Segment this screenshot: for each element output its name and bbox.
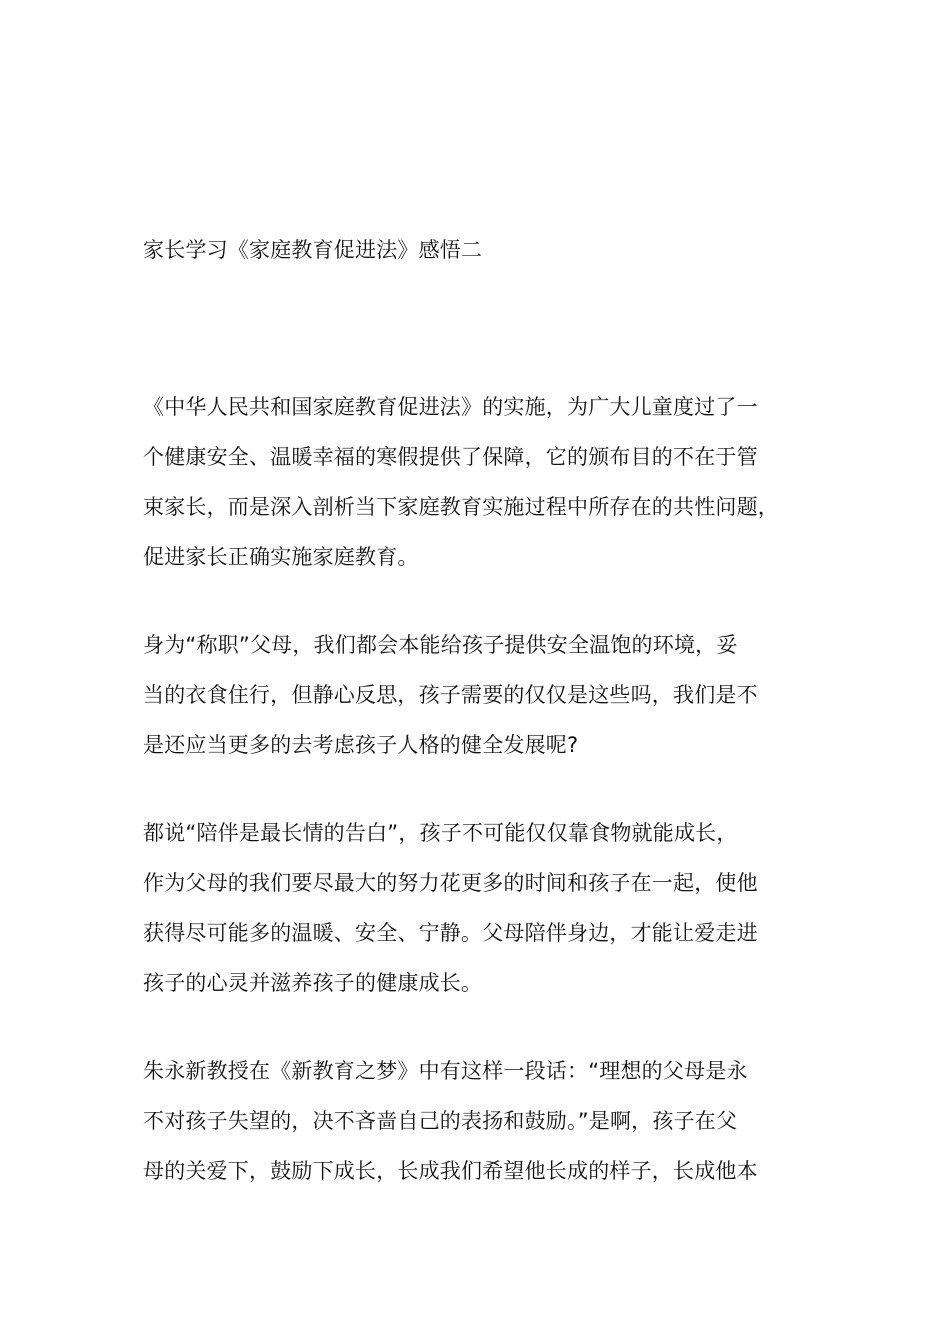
text-line: 不对孩子失望的，决不吝啬自己的表扬和鼓励。”是啊，孩子在父: [143, 1109, 738, 1133]
paragraph-1: [143, 382, 815, 582]
text-line: 当的衣食住行，但静心反思，孩子需要的仅仅是这些吗，我们是不: [143, 683, 758, 707]
document-body: [143, 382, 815, 1234]
text-line: 是还应当更多的去考虑孩子人格的健全发展呢?: [143, 733, 579, 757]
text-line: 孩子的心灵并滋养孩子的健康成长。: [143, 971, 483, 995]
text-line: 都说“陪伴是最长情的告白”，孩子不可能仅仅靠食物就能成长，: [143, 821, 738, 845]
text-line: 获得尽可能多的温暖、安全、宁静。父母陪伴身边，才能让爱走进: [143, 921, 758, 945]
paragraph-2: [143, 620, 815, 770]
text-line: 作为父母的我们要尽最大的努力花更多的时间和孩子在一起，使他: [143, 871, 758, 895]
text-line: 促进家长正确实施家庭教育。: [143, 545, 419, 569]
text-line: 《中华人民共和国家庭教育促进法》的实施，为广大儿童度过了一: [143, 395, 758, 419]
text-line: 母的关爱下，鼓励下成长，长成我们希望他长成的样子，长成他本: [143, 1159, 758, 1183]
text-line: 个健康安全、温暖幸福的寒假提供了保障，它的颁布目的不在于管: [143, 445, 758, 469]
document-title: 家长学习《家庭教育促进法》感悟二: [143, 238, 483, 262]
paragraph-3: [143, 808, 815, 1008]
paragraph-4: [143, 1046, 815, 1196]
text-line: 束家长，而是深入剖析当下家庭教育实施过程中所存在的共性问题，: [143, 495, 779, 519]
text-line: 朱永新教授在《新教育之梦》中有这样一段话：“理想的父母是永: [143, 1059, 748, 1083]
text-line: 身为“称职”父母，我们都会本能给孩子提供安全温饱的环境，妥: [143, 633, 738, 657]
